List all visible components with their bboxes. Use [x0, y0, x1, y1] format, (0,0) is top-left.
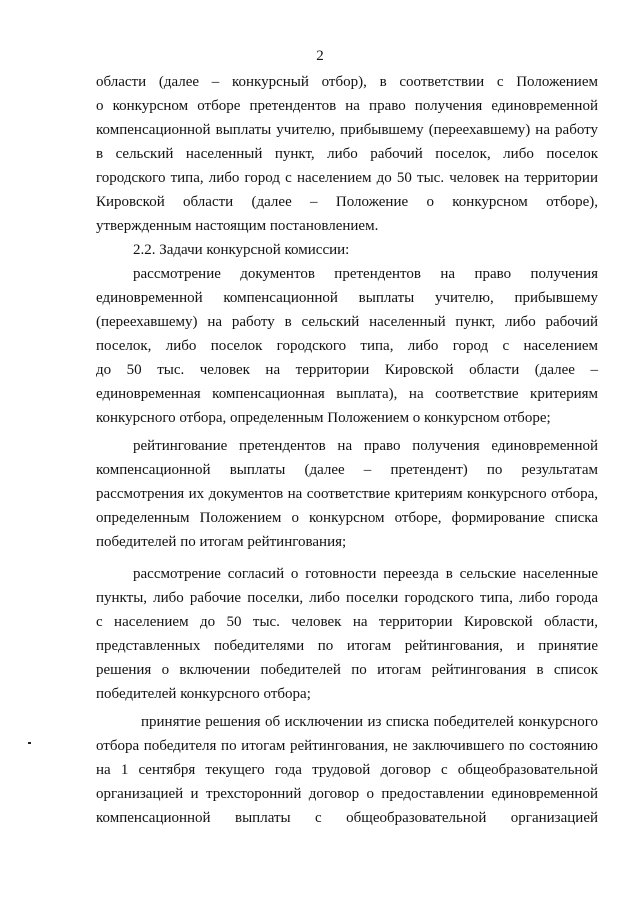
section-heading: 2.2. Задачи конкурсной комиссии: [133, 242, 350, 258]
text-line: рассмотрение согласий о готовности переезда в сельские населенные [133, 566, 598, 582]
text-line: утвержденным настоящим постановлением. [96, 218, 379, 234]
text-line: о конкурсном отборе претендентов на право получения единовременной [96, 98, 598, 114]
text-line: рассмотрение документов претендентов на право получения [133, 266, 598, 282]
text-line: городского типа, либо город с населением до 50 тыс. человек на территории [96, 170, 598, 186]
text-line: единовременная компенсационная выплата), на соответствие критериям [96, 386, 598, 402]
text-line: с населением до 50 тыс. человек на территории Кировской области, [96, 614, 598, 630]
text-line: победителей по итогам рейтингования; [96, 534, 347, 550]
text-line: компенсационной выплаты с общеобразовательной организацией [96, 810, 598, 826]
text-line: победителей конкурсного отбора; [96, 686, 311, 702]
text-line: отбора победителя по итогам рейтингования, не заключившего по состоянию [96, 738, 598, 754]
text-line: компенсационной выплаты учителю, прибывшему (переехавшему) на работу [96, 122, 598, 138]
text-line: компенсационной выплаты (далее – претендент) по результатам [96, 462, 598, 478]
text-line: Кировской области (далее – Положение о конкурсном отборе), [96, 194, 598, 210]
text-line: решения о включении победителей по итогам рейтингования в список [96, 662, 598, 678]
text-line: до 50 тыс. человек на территории Кировской области (далее – [96, 362, 598, 378]
text-line: (переехавшему) на работу в сельский населенный пункт, либо рабочий [96, 314, 598, 330]
text-line: организацией и трехсторонний договор о предоставлении единовременной [96, 786, 598, 802]
text-line: рассмотрения их документов на соответствие критериям конкурсного отбора, [96, 486, 598, 502]
text-line: представленных победителями по итогам рейтингования, и принятие [96, 638, 598, 654]
text-line: поселок, либо поселок городского типа, либо город с населением [96, 338, 598, 354]
text-line: пункты, либо рабочие поселки, либо поселки городского типа, либо города [96, 590, 598, 606]
page-number: 2 [316, 48, 324, 64]
text-line: принятие решения об исключении из списка победителей конкурсного [141, 714, 598, 730]
text-line: единовременной компенсационной выплаты учителю, прибывшему [96, 290, 598, 306]
text-line: рейтингование претендентов на право получения единовременной [133, 438, 598, 454]
text-line: области (далее – конкурсный отбор), в соответствии с Положением [96, 74, 598, 90]
text-line: в сельский населенный пункт, либо рабочий поселок, либо поселок [96, 146, 598, 162]
text-line: определенным Положением о конкурсном отборе, формирование списка [96, 510, 598, 526]
text-line: конкурсного отбора, определенным Положением о конкурсном отборе; [96, 410, 551, 426]
scan-speck [28, 742, 31, 744]
text-line: на 1 сентября текущего года трудовой договор с общеобразовательной [96, 762, 598, 778]
